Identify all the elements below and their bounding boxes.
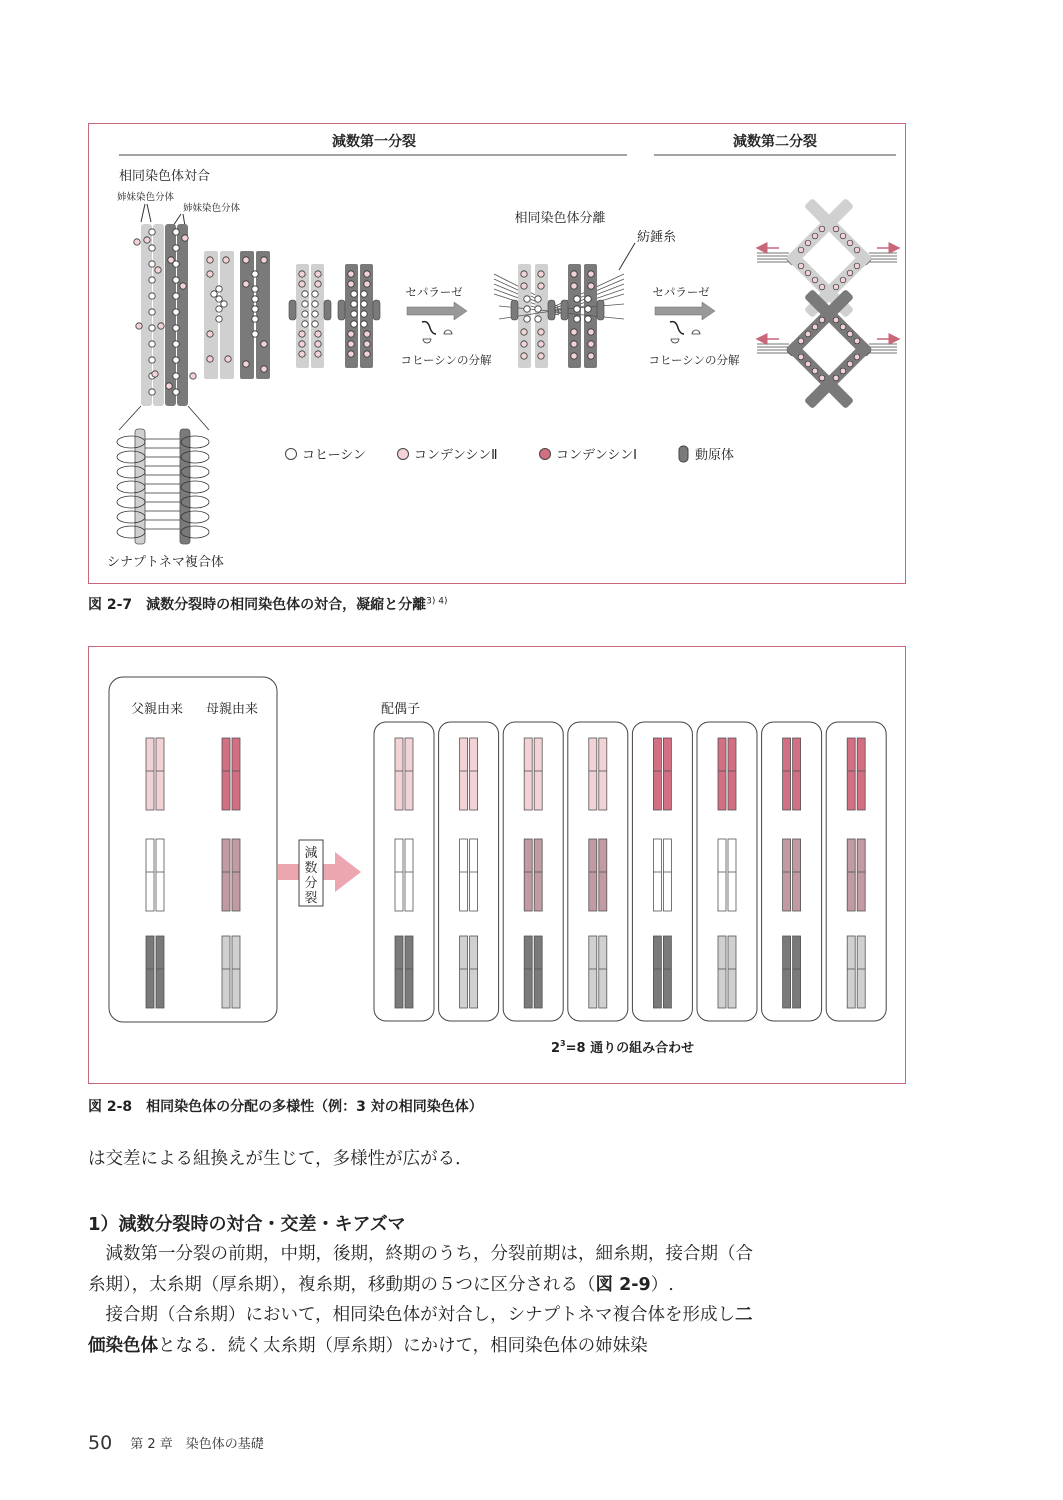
paragraph-2-text-b: となる．続く太糸期（厚糸期）にかけて，相同染色体の姉妹染 [158, 1335, 648, 1356]
combinations-base: 2 [551, 1041, 561, 1056]
gamete-box [568, 722, 628, 1021]
label-sister-chromatid-2: 姉妹染色分体 [183, 203, 241, 214]
label-sister-chromatid-1: 姉妹染色分体 [117, 192, 175, 203]
chromosome [524, 839, 542, 911]
caption-number: 図 2-8 [88, 1099, 133, 1115]
chromosome [395, 936, 413, 1008]
section-heading: 1）減数分裂時の対合・交差・キアズマ [88, 1214, 406, 1235]
chromosome [718, 936, 736, 1008]
chromosome [847, 936, 865, 1008]
chromosome [847, 839, 865, 911]
body-line-1 [88, 1144, 768, 1175]
stage-condensation-early [204, 251, 270, 379]
label-synaptonemal-complex: シナプトネマ複合体 [107, 555, 224, 570]
chromosome [460, 839, 478, 911]
figure-2-9-reference[interactable]: 図 2-9 [595, 1274, 651, 1295]
label-homolog-pairing: 相同染色体対合 [119, 169, 211, 184]
stage-meiosis-2 [757, 198, 899, 409]
header-meiosis-1: 減数第一分裂 [332, 134, 416, 150]
paragraph-2-text-a: 接合期（合糸期）において，相同染色体が対合し，シナプトネマ複合体を形成し [105, 1305, 735, 1325]
label-meiosis-vertical: 減数分裂 [304, 846, 318, 906]
figure-2-8-caption [88, 1096, 483, 1116]
label-maternal: 母親由来 [205, 702, 259, 717]
chromosome [589, 936, 607, 1008]
chromosome [222, 738, 240, 810]
stage-condensation-late [289, 264, 380, 368]
chromosome [653, 936, 671, 1008]
synaptonemal-complex [107, 429, 224, 570]
label-combinations [551, 1039, 694, 1056]
chromosome [589, 839, 607, 911]
figure-2-8 [88, 646, 906, 1084]
chromosome [718, 738, 736, 810]
chromosome [395, 839, 413, 911]
combinations-rest: =8 通りの組み合わせ [565, 1041, 695, 1056]
body-paragraphs [88, 1239, 768, 1361]
page-number: 50 [88, 1432, 113, 1454]
chromosome [524, 936, 542, 1008]
chromosome [524, 738, 542, 810]
figure-2-8-diagram [89, 647, 907, 1085]
chromosome [783, 936, 801, 1008]
figure-2-7-diagram [89, 124, 907, 585]
chromosome [589, 738, 607, 810]
chromosome [783, 738, 801, 810]
chromosome [653, 738, 671, 810]
legend-cohesin: コヒーシン [302, 448, 366, 463]
paragraph-1 [88, 1239, 768, 1300]
label-separase-2: セパラーゼ [652, 285, 710, 299]
label-gametes: 配偶子 [381, 702, 421, 717]
chromosome [460, 738, 478, 810]
stage-homolog-pairing [134, 224, 196, 406]
legend-condensin-1: コンデンシンⅠ [556, 448, 637, 463]
chromosome [460, 936, 478, 1008]
label-cohesin-cleavage-1: コヒーシンの分解 [400, 353, 492, 367]
chromosome [783, 839, 801, 911]
legend-kinetochore: 動原体 [695, 448, 735, 463]
label-spindle: 紡錘糸 [637, 230, 677, 245]
separase-arrow-2 [648, 285, 740, 367]
chromosome [847, 738, 865, 810]
page-footer [88, 1432, 264, 1454]
gamete-box [374, 722, 434, 1021]
gamete-box [632, 722, 692, 1021]
label-separase-1: セパラーゼ [405, 285, 463, 299]
legend [286, 446, 735, 463]
chromosome [146, 839, 164, 911]
caption-number: 図 2-7 [88, 597, 133, 613]
chromosome [395, 738, 413, 810]
chromosome [718, 839, 736, 911]
paragraph-1-end: ）. [650, 1274, 674, 1295]
chromosome [222, 936, 240, 1008]
separase-arrow-1 [400, 285, 492, 367]
stage-homolog-separation [494, 264, 624, 368]
figure-2-7 [88, 123, 906, 584]
gamete-boxes [374, 722, 886, 1021]
caption-refs: 3) 4) [426, 596, 448, 607]
chromosome [222, 839, 240, 911]
caption-text: 相同染色体の分配の多様性（例：3 対の相同染色体） [146, 1099, 483, 1115]
chromosome [653, 839, 671, 911]
gamete-box [826, 722, 886, 1021]
legend-condensin-2: コンデンシンⅡ [414, 448, 498, 463]
label-cohesin-cleavage-2: コヒーシンの分解 [648, 353, 740, 367]
figure-2-7-caption [88, 594, 448, 614]
caption-text: 減数分裂時の相同染色体の対合，凝縮と分離 [146, 597, 427, 613]
label-homolog-separation: 相同染色体分離 [514, 211, 606, 226]
chromosome [146, 738, 164, 810]
header-meiosis-2: 減数第二分裂 [733, 134, 817, 150]
label-paternal: 父親由来 [130, 702, 184, 717]
paragraph-2 [88, 1300, 768, 1361]
gamete-box [503, 722, 563, 1021]
gamete-box [439, 722, 499, 1021]
chapter-title: 第 2 章 染色体の基礎 [130, 1437, 264, 1452]
gamete-box [697, 722, 757, 1021]
chromosome [146, 936, 164, 1008]
gamete-box [762, 722, 822, 1021]
paragraph-1-text: 減数第一分裂の前期，中期，後期，終期のうち，分裂前期は，細糸期，接合期（合糸期），太糸期（厚糸期），複糸期，移動期の５つに区分される（ [88, 1244, 753, 1295]
body-line-1-text: は交差による組換えが生じて，多様性が広がる． [88, 1149, 473, 1169]
term-bivalent: 二価染色体 [88, 1305, 753, 1356]
combinations-exp: 3 [560, 1039, 566, 1048]
